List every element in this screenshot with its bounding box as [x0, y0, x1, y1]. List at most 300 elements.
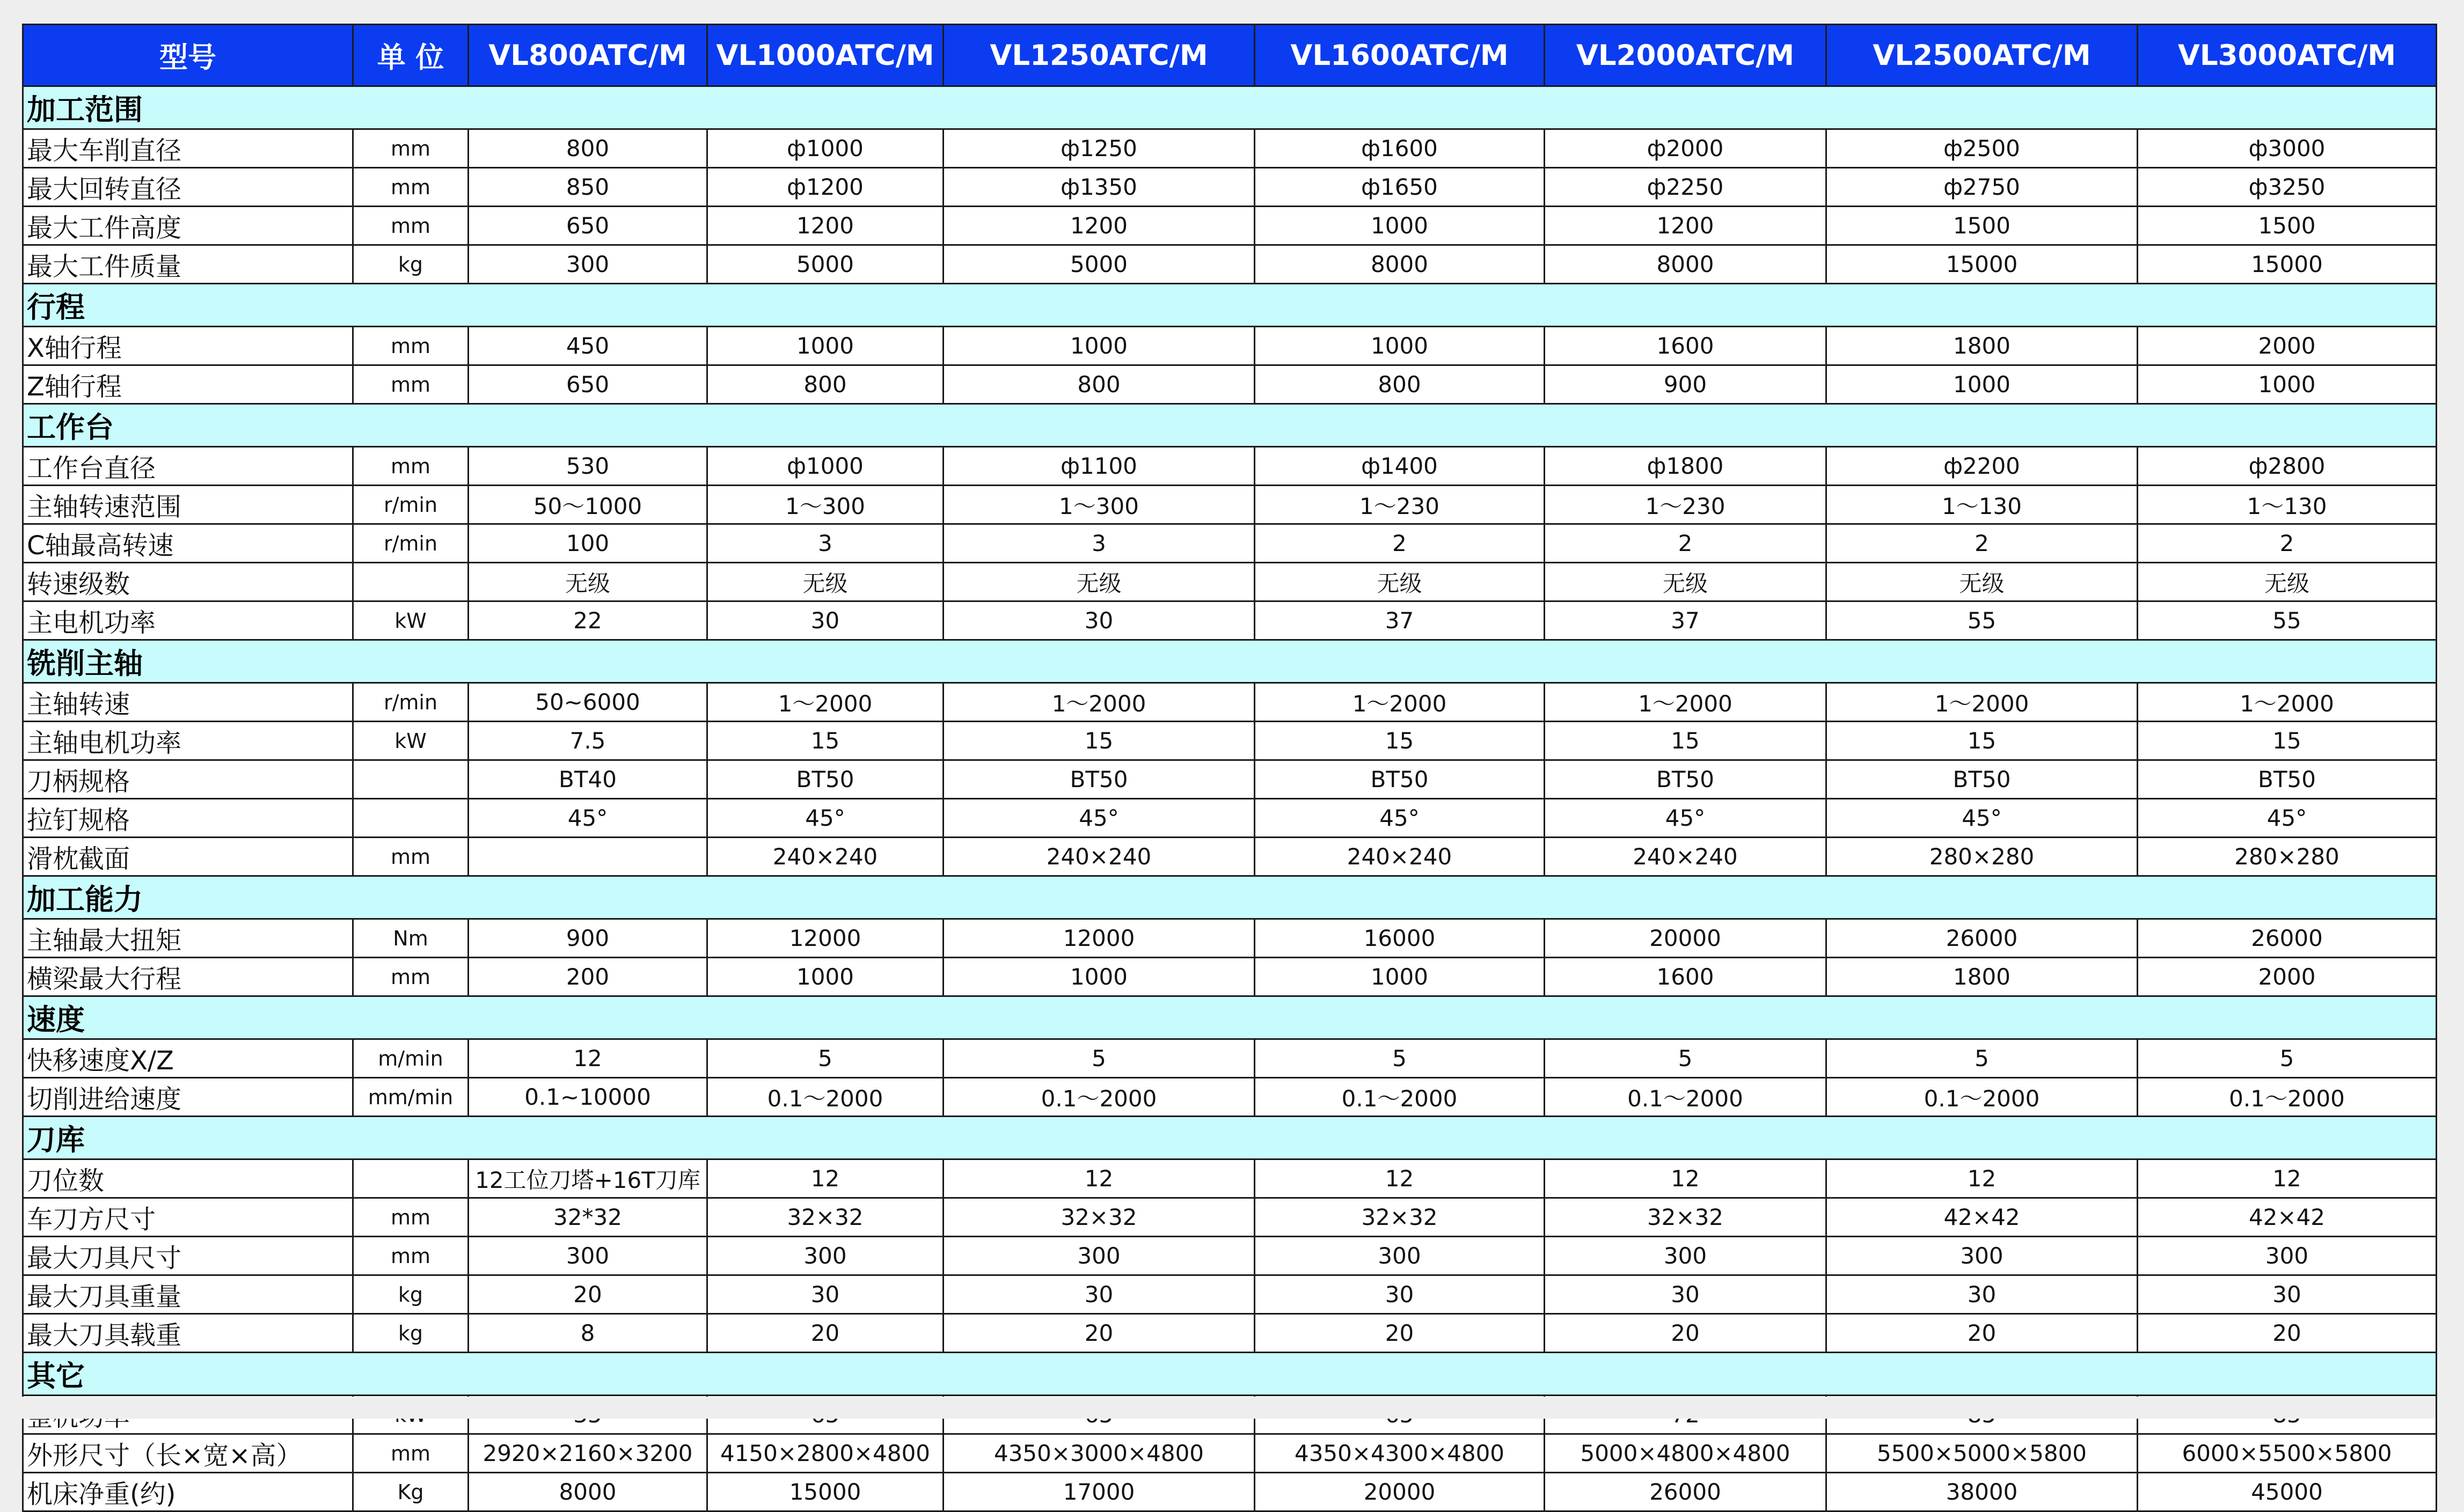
value-cell: 1～2000	[1255, 683, 1545, 722]
value-cell: 300	[469, 1237, 707, 1275]
value-cell: 30	[944, 1275, 1255, 1314]
value-cell: BT50	[1826, 760, 2138, 799]
value-cell: 240×240	[707, 838, 944, 876]
value-cell: 3	[944, 524, 1255, 563]
table-row	[23, 1078, 2437, 1117]
value-cell: 0.1～2000	[1545, 1078, 1826, 1117]
value-cell: ф1000	[707, 129, 944, 168]
value-cell: 1～130	[2138, 486, 2437, 524]
section-title: 刀库	[23, 1117, 2437, 1159]
value-cell: 37	[1545, 601, 1826, 640]
model-header-cell: VL2500ATC/M	[1826, 25, 2138, 86]
table-row	[23, 1237, 2437, 1275]
row-label: 转速级数	[23, 563, 353, 601]
value-cell: ф2200	[1826, 447, 2138, 486]
table-row	[23, 1314, 2437, 1353]
value-cell: 12000	[707, 919, 944, 958]
table-row	[23, 563, 2437, 601]
row-label: 机床净重(约)	[23, 1473, 353, 1511]
value-cell: 38000	[1826, 1473, 2138, 1511]
row-label: 最大刀具尺寸	[23, 1237, 353, 1275]
value-cell: 26000	[1545, 1473, 1826, 1511]
value-cell: 5	[707, 1039, 944, 1078]
value-cell: ф2250	[1545, 168, 1826, 207]
value-cell: 30	[1255, 1275, 1545, 1314]
table-row	[23, 799, 2437, 838]
value-cell: 55	[2138, 601, 2437, 640]
value-cell: 15	[2138, 722, 2437, 760]
value-cell: 1500	[1826, 207, 2138, 245]
row-unit: mm/min	[353, 1078, 469, 1117]
value-cell: 32×32	[944, 1198, 1255, 1237]
model-header-cell: VL2000ATC/M	[1545, 25, 1826, 86]
value-cell: 1～130	[1826, 486, 2138, 524]
row-label: 最大工件高度	[23, 207, 353, 245]
row-label: 最大车削直径	[23, 129, 353, 168]
footer-band	[22, 1397, 2436, 1419]
value-cell: 0.1~10000	[469, 1078, 707, 1117]
value-cell: ф1200	[707, 168, 944, 207]
row-unit	[353, 760, 469, 799]
value-cell: BT50	[944, 760, 1255, 799]
row-unit: mm	[353, 168, 469, 207]
row-label: X轴行程	[23, 327, 353, 365]
value-cell: 20	[469, 1275, 707, 1314]
section-row	[23, 1353, 2437, 1396]
value-cell: 无级	[469, 563, 707, 601]
section-row	[23, 876, 2437, 919]
value-cell: ф1100	[944, 447, 1255, 486]
value-cell: ф2000	[1545, 129, 1826, 168]
section-title: 其它	[23, 1353, 2437, 1396]
row-unit: mm	[353, 1434, 469, 1473]
row-label: 横梁最大行程	[23, 958, 353, 996]
row-unit: mm	[353, 958, 469, 996]
value-cell: 800	[944, 365, 1255, 404]
row-unit: mm	[353, 365, 469, 404]
value-cell: 无级	[707, 563, 944, 601]
value-cell: 100	[469, 524, 707, 563]
value-cell: 30	[2138, 1275, 2437, 1314]
row-unit: r/min	[353, 524, 469, 563]
value-cell: 20000	[1255, 1473, 1545, 1511]
row-unit: r/min	[353, 683, 469, 722]
value-cell: 1～2000	[1545, 683, 1826, 722]
value-cell: ф3000	[2138, 129, 2437, 168]
value-cell: 8000	[1255, 245, 1545, 284]
value-cell: ф3250	[2138, 168, 2437, 207]
value-cell: 20	[2138, 1314, 2437, 1353]
value-cell: 45°	[1826, 799, 2138, 838]
value-cell: 0.1～2000	[1255, 1078, 1545, 1117]
value-cell: ф1350	[944, 168, 1255, 207]
row-label: 主轴转速范围	[23, 486, 353, 524]
section-title: 加工范围	[23, 86, 2437, 129]
value-cell: 0.1～2000	[707, 1078, 944, 1117]
table-row	[23, 1198, 2437, 1237]
value-cell: 1～300	[707, 486, 944, 524]
value-cell: 45°	[1545, 799, 1826, 838]
value-cell: 1000	[944, 958, 1255, 996]
value-cell: 1～2000	[2138, 683, 2437, 722]
value-cell: 280×280	[2138, 838, 2437, 876]
unit-header: 单 位	[353, 25, 469, 86]
table-row	[23, 1159, 2437, 1198]
value-cell: 2920×2160×3200	[469, 1434, 707, 1473]
value-cell: 1～230	[1255, 486, 1545, 524]
value-cell: 无级	[1826, 563, 2138, 601]
value-cell: 1000	[1255, 327, 1545, 365]
table-row	[23, 958, 2437, 996]
value-cell: 12	[2138, 1159, 2437, 1198]
value-cell: 15	[944, 722, 1255, 760]
value-cell: 无级	[2138, 563, 2437, 601]
value-cell: ф2800	[2138, 447, 2437, 486]
row-label: 最大刀具重量	[23, 1275, 353, 1314]
value-cell: 37	[1255, 601, 1545, 640]
value-cell: 30	[1826, 1275, 2138, 1314]
value-cell: 1500	[2138, 207, 2437, 245]
value-cell: 1000	[1255, 207, 1545, 245]
spec-sheet	[22, 24, 2436, 1509]
section-row	[23, 404, 2437, 447]
value-cell: 42×42	[1826, 1198, 2138, 1237]
value-cell: 300	[2138, 1237, 2437, 1275]
value-cell: 5	[2138, 1039, 2437, 1078]
section-title: 铣削主轴	[23, 640, 2437, 683]
value-cell: 42×42	[2138, 1198, 2437, 1237]
value-cell: 20	[944, 1314, 1255, 1353]
row-unit	[353, 799, 469, 838]
value-cell: 15	[1826, 722, 2138, 760]
value-cell: 1000	[1826, 365, 2138, 404]
model-header-cell: VL3000ATC/M	[2138, 25, 2437, 86]
value-cell: 无级	[944, 563, 1255, 601]
value-cell: 12	[944, 1159, 1255, 1198]
row-label: 拉钉规格	[23, 799, 353, 838]
value-cell: 12	[1255, 1159, 1545, 1198]
value-cell: 1～300	[944, 486, 1255, 524]
value-cell: 900	[1545, 365, 1826, 404]
section-row	[23, 996, 2437, 1039]
value-cell: 22	[469, 601, 707, 640]
table-row	[23, 601, 2437, 640]
row-label: 最大工件质量	[23, 245, 353, 284]
row-label: Z轴行程	[23, 365, 353, 404]
value-cell: 32×32	[1545, 1198, 1826, 1237]
value-cell: 650	[469, 365, 707, 404]
value-cell: 12000	[944, 919, 1255, 958]
value-cell: 45°	[707, 799, 944, 838]
value-cell: 1200	[944, 207, 1255, 245]
row-unit: mm	[353, 1237, 469, 1275]
value-cell: 1～2000	[944, 683, 1255, 722]
value-cell: 1200	[1545, 207, 1826, 245]
table-row	[23, 245, 2437, 284]
value-cell: BT40	[469, 760, 707, 799]
row-unit: r/min	[353, 486, 469, 524]
value-cell: 0.1～2000	[1826, 1078, 2138, 1117]
model-header-cell: VL1000ATC/M	[707, 25, 944, 86]
value-cell: 45°	[944, 799, 1255, 838]
row-label: C轴最高转速	[23, 524, 353, 563]
row-label: 主轴转速	[23, 683, 353, 722]
value-cell: ф1600	[1255, 129, 1545, 168]
value-cell: 530	[469, 447, 707, 486]
value-cell: 1000	[1255, 958, 1545, 996]
value-cell: 15	[1545, 722, 1826, 760]
row-unit: mm	[353, 447, 469, 486]
value-cell: 2000	[2138, 958, 2437, 996]
value-cell: 30	[944, 601, 1255, 640]
section-row	[23, 284, 2437, 327]
value-cell: 45°	[2138, 799, 2437, 838]
table-row	[23, 838, 2437, 876]
value-cell: 50～1000	[469, 486, 707, 524]
value-cell: 12	[1545, 1159, 1826, 1198]
row-unit: kW	[353, 722, 469, 760]
value-cell: 8000	[469, 1473, 707, 1511]
table-row	[23, 1434, 2437, 1473]
row-unit: kW	[353, 601, 469, 640]
row-unit: mm	[353, 838, 469, 876]
model-header-cell: VL800ATC/M	[469, 25, 707, 86]
row-label: 最大回转直径	[23, 168, 353, 207]
value-cell: 240×240	[944, 838, 1255, 876]
value-cell: 4350×3000×4800	[944, 1434, 1255, 1473]
table-row	[23, 168, 2437, 207]
value-cell: 850	[469, 168, 707, 207]
value-cell: 1～230	[1545, 486, 1826, 524]
value-cell: 17000	[944, 1473, 1255, 1511]
row-unit: m/min	[353, 1039, 469, 1078]
value-cell: 5000×4800×4800	[1545, 1434, 1826, 1473]
model-header-cell: VL1250ATC/M	[944, 25, 1255, 86]
value-cell: 5	[1826, 1039, 2138, 1078]
value-cell: 2	[1255, 524, 1545, 563]
row-label: 主电机功率	[23, 601, 353, 640]
row-unit	[353, 1159, 469, 1198]
value-cell: BT50	[1545, 760, 1826, 799]
row-label: 滑枕截面	[23, 838, 353, 876]
value-cell: 1～2000	[1826, 683, 2138, 722]
row-label: 外形尺寸（长×宽×高）	[23, 1434, 353, 1473]
table-row	[23, 207, 2437, 245]
value-cell: 15000	[1826, 245, 2138, 284]
value-cell: 1600	[1545, 958, 1826, 996]
value-cell: ф1250	[944, 129, 1255, 168]
value-cell: 5500×5000×5800	[1826, 1434, 2138, 1473]
value-cell: 15	[1255, 722, 1545, 760]
value-cell: 300	[1826, 1237, 2138, 1275]
value-cell: 12	[1826, 1159, 2138, 1198]
section-title: 加工能力	[23, 876, 2437, 919]
value-cell	[469, 838, 707, 876]
row-label: 主轴电机功率	[23, 722, 353, 760]
value-cell: 45°	[469, 799, 707, 838]
value-cell: 3	[707, 524, 944, 563]
value-cell: 4350×4300×4800	[1255, 1434, 1545, 1473]
table-row	[23, 1039, 2437, 1078]
value-cell: 50~6000	[469, 683, 707, 722]
value-cell: 2	[1545, 524, 1826, 563]
row-label: 车刀方尺寸	[23, 1198, 353, 1237]
table-row	[23, 524, 2437, 563]
value-cell: 20	[1545, 1314, 1826, 1353]
value-cell: 15	[707, 722, 944, 760]
table-row	[23, 327, 2437, 365]
header-row	[23, 25, 2437, 86]
row-label: 工作台直径	[23, 447, 353, 486]
value-cell: ф2500	[1826, 129, 2138, 168]
value-cell: ф1000	[707, 447, 944, 486]
value-cell: 20000	[1545, 919, 1826, 958]
value-cell: 32×32	[1255, 1198, 1545, 1237]
row-unit: mm	[353, 1198, 469, 1237]
row-label: 最大刀具载重	[23, 1314, 353, 1353]
row-unit: mm	[353, 327, 469, 365]
model-header-cell: VL1600ATC/M	[1255, 25, 1545, 86]
value-cell: BT50	[2138, 760, 2437, 799]
value-cell: 1000	[944, 327, 1255, 365]
table-row	[23, 486, 2437, 524]
value-cell: 45000	[2138, 1473, 2437, 1511]
row-label: 快移速度X/Z	[23, 1039, 353, 1078]
spec-body	[23, 86, 2437, 1511]
value-cell: 12工位刀塔+16T刀库	[469, 1159, 707, 1198]
row-unit: Nm	[353, 919, 469, 958]
value-cell: 1800	[1826, 958, 2138, 996]
value-cell: 900	[469, 919, 707, 958]
row-unit: mm	[353, 129, 469, 168]
table-row	[23, 919, 2437, 958]
value-cell: 1800	[1826, 327, 2138, 365]
value-cell: 1000	[2138, 365, 2437, 404]
model-header: 型号	[23, 25, 353, 86]
value-cell: 55	[1826, 601, 2138, 640]
value-cell: 32*32	[469, 1198, 707, 1237]
section-row	[23, 86, 2437, 129]
table-row	[23, 760, 2437, 799]
row-unit: kg	[353, 1314, 469, 1353]
value-cell: 30	[707, 1275, 944, 1314]
value-cell: 20	[1255, 1314, 1545, 1353]
value-cell: 12	[707, 1159, 944, 1198]
value-cell: 1000	[707, 958, 944, 996]
value-cell: 1600	[1545, 327, 1826, 365]
row-unit	[353, 563, 469, 601]
value-cell: 300	[1545, 1237, 1826, 1275]
value-cell: 12	[469, 1039, 707, 1078]
value-cell: 280×280	[1826, 838, 2138, 876]
value-cell: BT50	[1255, 760, 1545, 799]
row-unit: Kg	[353, 1473, 469, 1511]
value-cell: 5	[1255, 1039, 1545, 1078]
value-cell: 15000	[2138, 245, 2437, 284]
value-cell: 1200	[707, 207, 944, 245]
value-cell: 2000	[2138, 327, 2437, 365]
value-cell: 45°	[1255, 799, 1545, 838]
value-cell: 0.1～2000	[944, 1078, 1255, 1117]
row-label: 主轴最大扭矩	[23, 919, 353, 958]
table-row	[23, 447, 2437, 486]
row-unit: mm	[353, 207, 469, 245]
value-cell: 0.1～2000	[2138, 1078, 2437, 1117]
value-cell: 16000	[1255, 919, 1545, 958]
value-cell: ф1650	[1255, 168, 1545, 207]
section-title: 行程	[23, 284, 2437, 327]
value-cell: 240×240	[1255, 838, 1545, 876]
value-cell: 8	[469, 1314, 707, 1353]
value-cell: 20	[1826, 1314, 2138, 1353]
value-cell: 2	[1826, 524, 2138, 563]
value-cell: 4150×2800×4800	[707, 1434, 944, 1473]
spec-table	[22, 24, 2437, 1512]
value-cell: 26000	[2138, 919, 2437, 958]
value-cell: 5000	[944, 245, 1255, 284]
value-cell: 无级	[1545, 563, 1826, 601]
value-cell: 650	[469, 207, 707, 245]
value-cell: 8000	[1545, 245, 1826, 284]
row-unit: kg	[353, 245, 469, 284]
row-unit: kg	[353, 1275, 469, 1314]
value-cell: 7.5	[469, 722, 707, 760]
value-cell: 450	[469, 327, 707, 365]
value-cell: 300	[707, 1237, 944, 1275]
row-label: 切削进给速度	[23, 1078, 353, 1117]
value-cell: 32×32	[707, 1198, 944, 1237]
value-cell: 800	[469, 129, 707, 168]
value-cell: 20	[707, 1314, 944, 1353]
value-cell: 30	[707, 601, 944, 640]
table-row	[23, 129, 2437, 168]
value-cell: 2	[2138, 524, 2437, 563]
section-row	[23, 640, 2437, 683]
row-label: 刀位数	[23, 1159, 353, 1198]
value-cell: 300	[1255, 1237, 1545, 1275]
value-cell: 26000	[1826, 919, 2138, 958]
value-cell: ф1400	[1255, 447, 1545, 486]
section-title: 速度	[23, 996, 2437, 1039]
table-row	[23, 1275, 2437, 1314]
value-cell: 240×240	[1545, 838, 1826, 876]
row-label: 刀柄规格	[23, 760, 353, 799]
table-row	[23, 365, 2437, 404]
value-cell: 300	[944, 1237, 1255, 1275]
value-cell: 30	[1545, 1275, 1826, 1314]
value-cell: 1000	[707, 327, 944, 365]
value-cell: 200	[469, 958, 707, 996]
section-title: 工作台	[23, 404, 2437, 447]
value-cell: ф2750	[1826, 168, 2138, 207]
value-cell: 300	[469, 245, 707, 284]
value-cell: 5	[944, 1039, 1255, 1078]
value-cell: 800	[707, 365, 944, 404]
value-cell: 5	[1545, 1039, 1826, 1078]
value-cell: 无级	[1255, 563, 1545, 601]
section-row	[23, 1117, 2437, 1159]
value-cell: ф1800	[1545, 447, 1826, 486]
value-cell: 1～2000	[707, 683, 944, 722]
value-cell: 6000×5500×5800	[2138, 1434, 2437, 1473]
value-cell: 800	[1255, 365, 1545, 404]
value-cell: BT50	[707, 760, 944, 799]
table-row	[23, 683, 2437, 722]
table-row	[23, 1473, 2437, 1511]
value-cell: 15000	[707, 1473, 944, 1511]
table-row	[23, 722, 2437, 760]
value-cell: 5000	[707, 245, 944, 284]
